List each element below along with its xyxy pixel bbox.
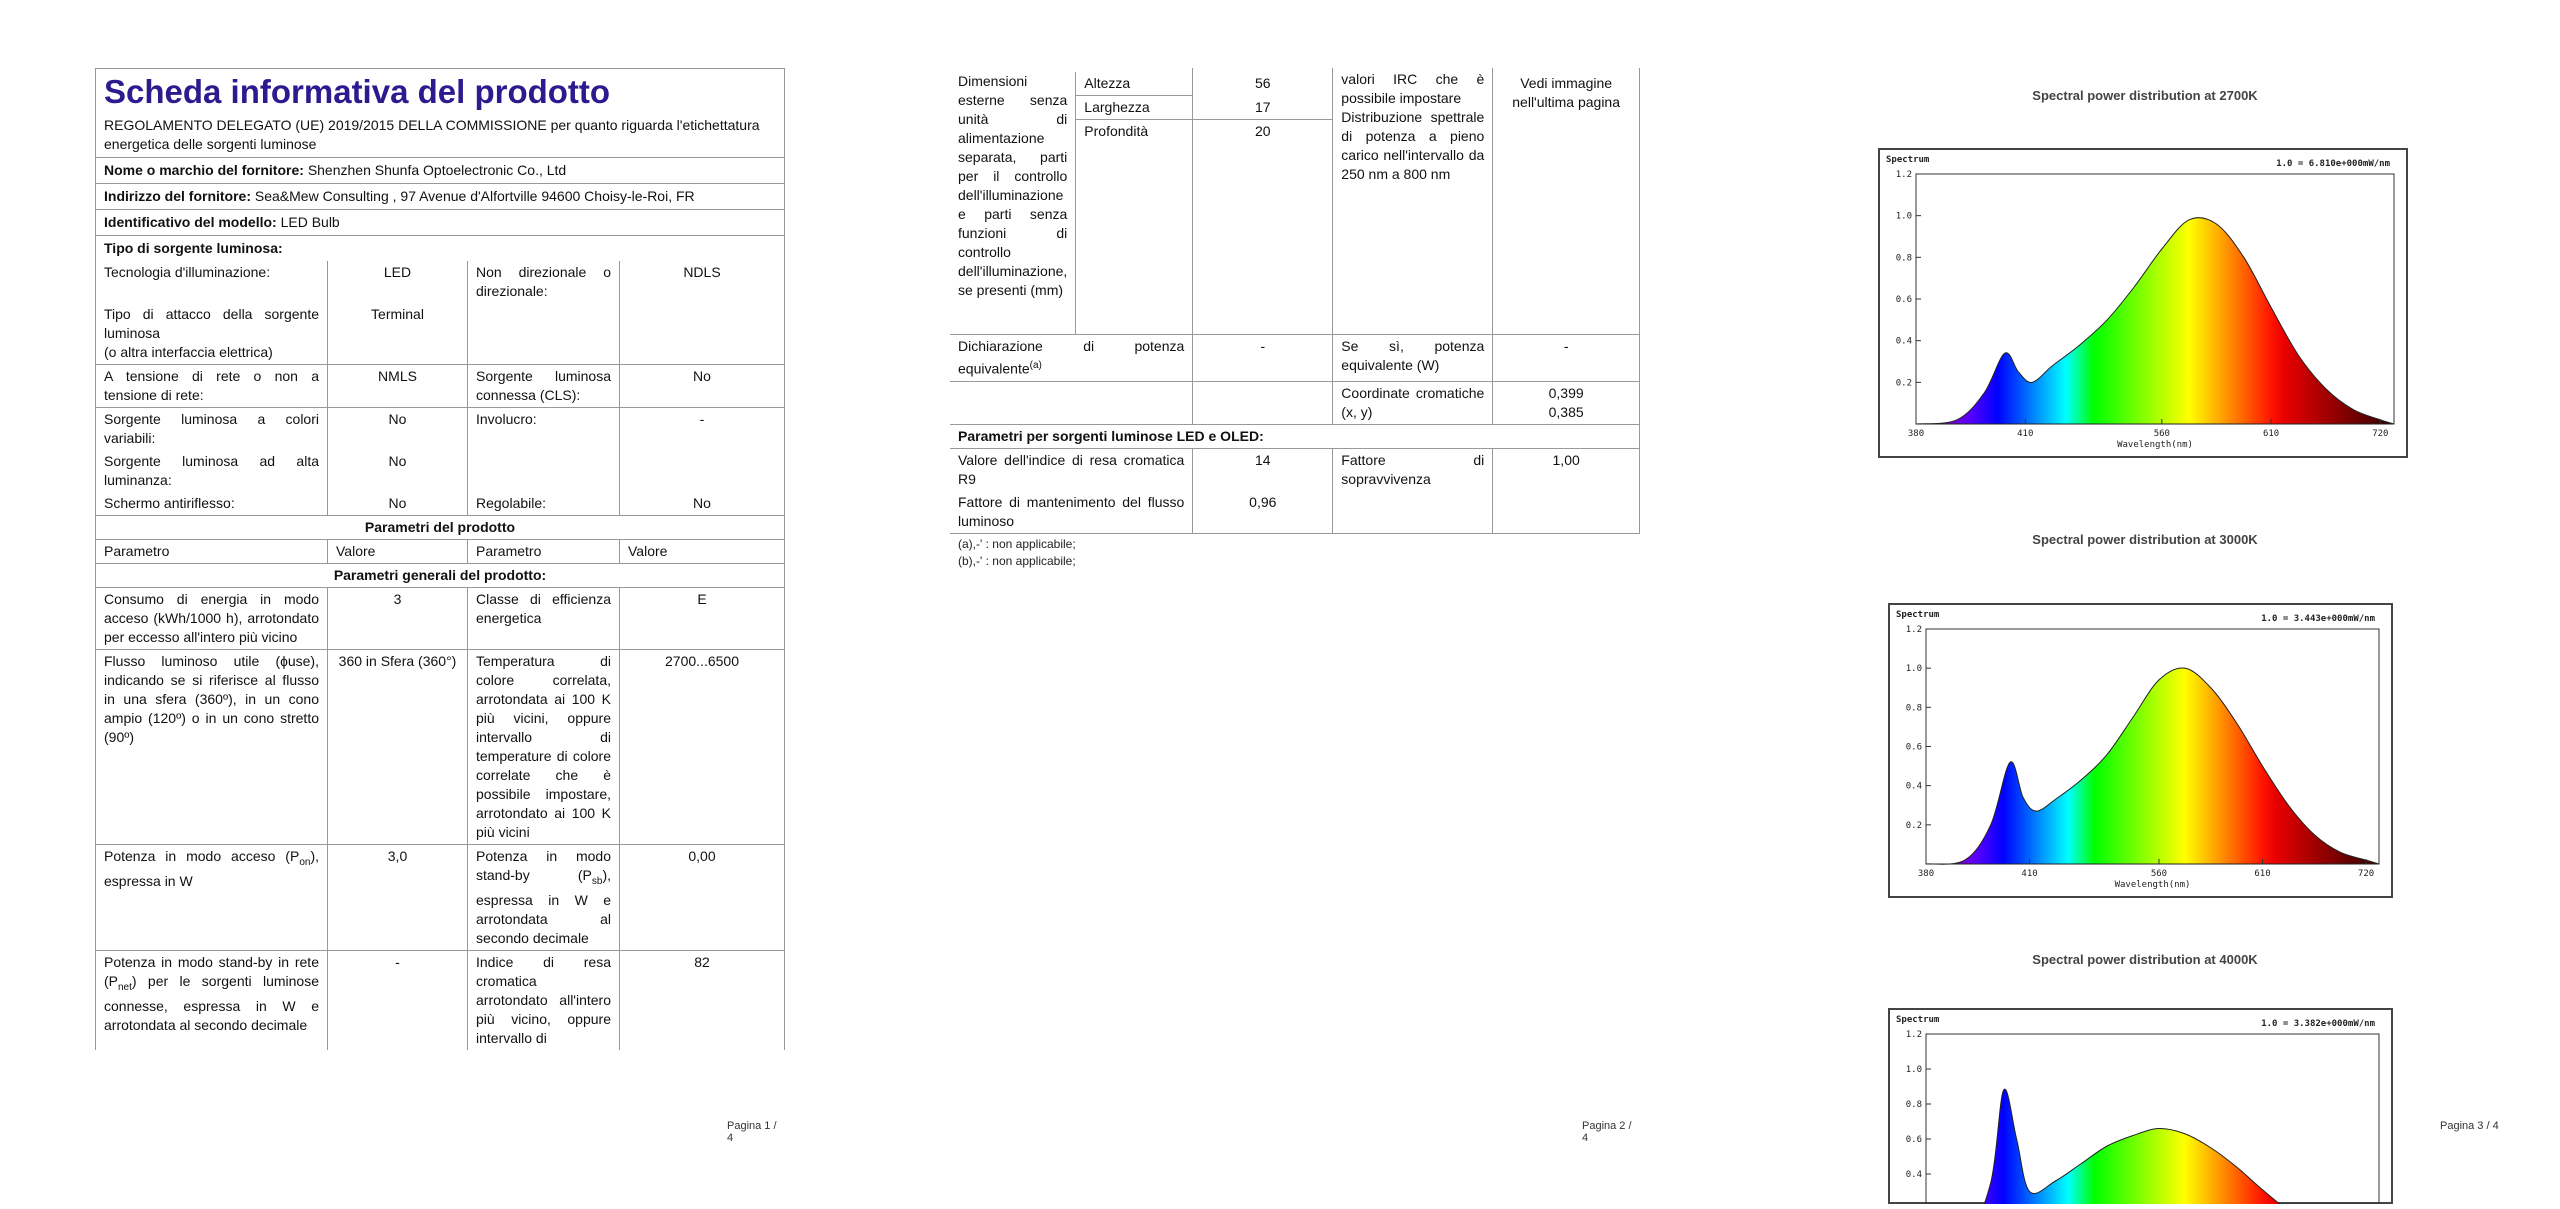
pnet-label-a: Potenza in modo stand-by in rete (P bbox=[104, 953, 319, 989]
maint-label: Fattore di mantenimento del flusso luminoso bbox=[950, 491, 1193, 534]
color-label: Sorgente luminosa a colori variabili: bbox=[96, 408, 328, 451]
y-tick-label: 0.4 bbox=[1905, 781, 1922, 792]
y-tick-label: 0.6 bbox=[1895, 295, 1912, 305]
width-value: 17 bbox=[1193, 96, 1333, 120]
tech-label: Tecnologia d'illuminazione: bbox=[96, 261, 328, 303]
spd-chart-svg-3000k bbox=[1888, 603, 2393, 898]
flux-value: 360 in Sfera (360°) bbox=[328, 650, 468, 845]
spd-chart-svg-4000k bbox=[1888, 1008, 2393, 1204]
pon-value: 3,0 bbox=[328, 845, 468, 951]
psb-sub: sb bbox=[591, 875, 603, 887]
supplier-name-label: Nome o marchio del fornitore: bbox=[104, 162, 304, 178]
footnote-a: (a),-' : non applicabile; bbox=[958, 536, 1076, 551]
footnote-b: (b),-' : non applicabile; bbox=[958, 553, 1076, 568]
pon-sub: on bbox=[299, 856, 311, 868]
col-value-2: Valore bbox=[628, 543, 668, 559]
col-param-2: Parametro bbox=[468, 540, 620, 564]
y-tick-label: 1.0 bbox=[1905, 664, 1922, 675]
chart-title-3000k: Spectral power distribution at 3000K bbox=[2032, 532, 2258, 547]
page-title: Scheda informativa del prodotto bbox=[104, 73, 611, 110]
y-tick-label: 0.6 bbox=[1905, 1135, 1922, 1145]
x-tick-label: 720 bbox=[2372, 429, 2389, 439]
spd-chart-2700k bbox=[1878, 148, 2408, 463]
x-tick-label: 560 bbox=[2153, 429, 2170, 439]
class-label: Classe di efficienza energetica bbox=[468, 588, 620, 650]
energy-label: Consumo di energia in modo acceso (kWh/1000 h), arrotondato per eccesso all'intero più vicino bbox=[96, 588, 328, 650]
x-tick-label: 560 bbox=[2150, 869, 2168, 879]
cls-label: Sorgente luminosa connessa (CLS): bbox=[468, 365, 620, 408]
equiv-sup: (a) bbox=[1029, 360, 1042, 371]
energy-value: 3 bbox=[328, 588, 468, 650]
supplier-address-row bbox=[96, 184, 784, 210]
empty-cell bbox=[620, 303, 785, 365]
cct-value: 2700...6500 bbox=[620, 650, 785, 845]
width-label: Larghezza bbox=[1076, 96, 1193, 120]
y-tick-label: 0.8 bbox=[1905, 1100, 1922, 1110]
pnet-value: - bbox=[328, 950, 468, 1050]
led-params-header: Parametri per sorgenti luminose LED e OLED: bbox=[950, 424, 1640, 448]
envelope-label: Involucro: bbox=[468, 408, 620, 451]
cap-label-cell bbox=[96, 303, 328, 365]
x-tick-label: 380 bbox=[1907, 429, 1925, 439]
tech-value: LED bbox=[328, 261, 468, 303]
empty-cell bbox=[1193, 381, 1333, 424]
nondir-value: NDLS bbox=[683, 264, 721, 280]
dims-label: Dimensioni esterne senza unità di alimentazione separata, parti per il controllo dell'illuminazione e parti senza funzioni di controllo dell'illuminazione, se presenti (mm) bbox=[950, 72, 1076, 335]
highlum-value: No bbox=[328, 450, 468, 492]
equiv-label-text: Dichiarazione di potenza equivalente bbox=[958, 338, 1185, 377]
equiv-w-label: Se sì, potenza equivalente (W) bbox=[1333, 335, 1493, 382]
cct-label: Temperatura di colore correlata, arrotondata ai 100 K più vicini, oppure intervallo di temperature di colore correlate che è possibile impostare, arrotondato ai 100 K più vicini bbox=[468, 650, 620, 845]
chart-legend: 1.0 = 6.810e+000mW/nm bbox=[2276, 159, 2390, 169]
page-2 bbox=[950, 0, 1640, 1144]
psb-label bbox=[468, 845, 620, 951]
x-tick-label: 410 bbox=[2017, 429, 2034, 439]
equiv-value: - bbox=[1193, 335, 1333, 382]
y-tick-label: 0.2 bbox=[1895, 378, 1912, 389]
empty-cell bbox=[620, 450, 785, 492]
survival-value: 1,00 bbox=[1552, 451, 1580, 468]
y-tick-label: 0.8 bbox=[1895, 253, 1912, 264]
cap-label-note: (o altra interfaccia elettrica) bbox=[104, 344, 273, 360]
class-value: E bbox=[620, 588, 785, 650]
psb-label-b: ), espressa in W e arrotondata al secondo decimale bbox=[476, 867, 611, 946]
cri-value: 82 bbox=[694, 953, 710, 970]
supplier-address-label: Indirizzo del fornitore: bbox=[104, 188, 251, 204]
x-tick-label: 610 bbox=[2254, 869, 2271, 879]
y-tick-label: 0.8 bbox=[1905, 703, 1922, 714]
height-label: Altezza bbox=[1076, 72, 1193, 96]
cri-label: Indice di resa cromatica arrotondato all'intero più vicino, oppure intervallo di bbox=[468, 950, 620, 1050]
general-params-header: Parametri generali del prodotto: bbox=[96, 564, 785, 588]
source-type-table bbox=[95, 261, 785, 1050]
chart-title-4000k: Spectral power distribution at 4000K bbox=[2032, 952, 2258, 967]
supplier-address: Sea&Mew Consulting , 97 Avenue d'Alfortville 94600 Choisy-le-Roi, FR bbox=[254, 188, 695, 204]
height-value: 56 bbox=[1193, 72, 1333, 96]
y-axis-label: Spectrum bbox=[1896, 610, 1940, 620]
spd-cell bbox=[1333, 68, 1493, 335]
y-tick-label: 0.2 bbox=[1905, 820, 1922, 831]
supplier-name-row bbox=[96, 158, 784, 184]
col-value-1: Valore bbox=[328, 540, 468, 564]
chroma-label: Coordinate cromatiche (x, y) bbox=[1333, 381, 1493, 424]
x-tick-label: 410 bbox=[2021, 869, 2038, 879]
pnet-sub: net bbox=[118, 981, 132, 993]
page-number: Pagina 2 / 4 bbox=[1582, 1120, 1632, 1144]
header-box bbox=[95, 68, 785, 261]
color-value: No bbox=[328, 408, 468, 451]
pon-label-b: ), espressa in W bbox=[104, 848, 319, 889]
model-value: LED Bulb bbox=[280, 214, 340, 230]
pon-label bbox=[96, 845, 328, 951]
pnet-label-b: ) per le sorgenti luminose connesse, espressa in W e arrotondata al secondo decimale bbox=[104, 972, 319, 1033]
survival-label: Fattore di sopravvivenza bbox=[1333, 448, 1493, 491]
col-param-1: Parametro bbox=[96, 540, 328, 564]
cap-label: Tipo di attacco della sorgente luminosa bbox=[104, 306, 319, 341]
pon-label-a: Potenza in modo acceso (P bbox=[104, 848, 300, 864]
flux-label: Flusso luminoso utile (ɸuse), indicando se si riferisce al flusso in una sfera (360º), in un cono ampio (120º) o in un cono stretto (90º) bbox=[96, 650, 328, 845]
model-row bbox=[96, 210, 784, 236]
depth-value: 20 bbox=[1193, 120, 1333, 335]
r9-value: 14 bbox=[1193, 448, 1333, 491]
spd-chart-3000k bbox=[1888, 603, 2393, 903]
x-axis-label: Wavelength(nm) bbox=[2117, 440, 2193, 450]
y-tick-label: 0.4 bbox=[1905, 1170, 1922, 1180]
y-tick-label: 1.0 bbox=[1895, 211, 1912, 222]
empty-cell bbox=[468, 303, 620, 365]
continuation-table bbox=[950, 68, 1640, 534]
y-tick-label: 1.2 bbox=[1905, 1030, 1922, 1040]
chroma-value bbox=[1493, 381, 1640, 424]
x-tick-label: 380 bbox=[1917, 869, 1935, 879]
page-number: Pagina 3 / 4 bbox=[2440, 1120, 2499, 1132]
empty-cell bbox=[1333, 491, 1493, 534]
y-tick-label: 1.0 bbox=[1905, 1065, 1922, 1075]
spd-chart-svg-2700k bbox=[1878, 148, 2408, 458]
dimmable-label: Regolabile: bbox=[468, 492, 620, 516]
envelope-value: - bbox=[699, 411, 705, 427]
page-1 bbox=[95, 0, 785, 1144]
chart-title-2700k: Spectral power distribution at 2700K bbox=[2032, 88, 2258, 103]
dimmable-value: No bbox=[620, 492, 785, 516]
page-number: Pagina 1 / 4 bbox=[727, 1120, 777, 1144]
empty-cell bbox=[1493, 491, 1640, 534]
chroma-y: 0,385 bbox=[1548, 403, 1584, 420]
empty-cell bbox=[468, 450, 620, 492]
y-tick-label: 1.2 bbox=[1905, 625, 1922, 635]
source-type-label: Tipo di sorgente luminosa: bbox=[104, 240, 283, 256]
mains-value: NMLS bbox=[328, 365, 468, 408]
psb-value: 0,00 bbox=[620, 845, 785, 951]
x-axis-label: Wavelength(nm) bbox=[2114, 880, 2191, 890]
model-label: Identificativo del modello: bbox=[104, 214, 277, 230]
x-tick-label: 610 bbox=[2262, 429, 2280, 439]
nondir-label: Non direzionale o direzionale: bbox=[468, 261, 620, 303]
supplier-name: Shenzhen Shunfa Optoelectronic Co., Ltd bbox=[307, 162, 567, 178]
empty-cell bbox=[950, 381, 1193, 424]
y-tick-label: 0.4 bbox=[1895, 336, 1912, 347]
regulation-text: REGOLAMENTO DELEGATO (UE) 2019/2015 DELLA COMMISSIONE per quanto riguarda l'etichettatura energetica delle sorgenti luminose bbox=[96, 113, 784, 158]
chart-legend: 1.0 = 3.443e+000mW/nm bbox=[2261, 614, 2375, 624]
maint-value: 0,96 bbox=[1193, 491, 1333, 534]
psb-label-a: Potenza in modo stand-by (P bbox=[476, 848, 611, 883]
spd-label: Distribuzione spettrale di potenza a pieno carico nell'intervallo da 250 nm a 800 nm bbox=[1341, 109, 1485, 182]
glare-value: No bbox=[328, 492, 468, 516]
y-axis-label: Spectrum bbox=[1896, 1015, 1940, 1025]
mains-label: A tensione di rete o non a tensione di rete: bbox=[96, 365, 328, 408]
product-params-header: Parametri del prodotto bbox=[96, 516, 785, 540]
chart-legend: 1.0 = 3.382e+000mW/nm bbox=[2261, 1019, 2375, 1029]
glare-label: Schermo antiriflesso: bbox=[96, 492, 328, 516]
cri-continued: valori IRC che è possibile impostare bbox=[1341, 71, 1485, 106]
x-tick-label: 720 bbox=[2357, 869, 2375, 879]
r9-label: Valore dell'indice di resa cromatica R9 bbox=[950, 448, 1193, 491]
spd-chart-4000k bbox=[1888, 1008, 2393, 1209]
source-type-row bbox=[96, 236, 784, 261]
y-axis-label: Spectrum bbox=[1886, 155, 1930, 165]
depth-label: Profondità bbox=[1076, 120, 1193, 335]
chroma-x: 0,399 bbox=[1548, 384, 1584, 401]
spd-value: Vedi immagine nell'ultima pagina bbox=[1512, 75, 1621, 110]
equiv-w-value: - bbox=[1493, 335, 1640, 382]
pnet-label bbox=[96, 950, 328, 1050]
cap-value: Terminal bbox=[328, 303, 468, 365]
cls-value: No bbox=[620, 365, 785, 408]
y-tick-label: 0.6 bbox=[1905, 742, 1922, 753]
highlum-label: Sorgente luminosa ad alta luminanza: bbox=[96, 450, 328, 492]
y-tick-label: 1.2 bbox=[1895, 170, 1912, 180]
equiv-label bbox=[950, 335, 1193, 382]
